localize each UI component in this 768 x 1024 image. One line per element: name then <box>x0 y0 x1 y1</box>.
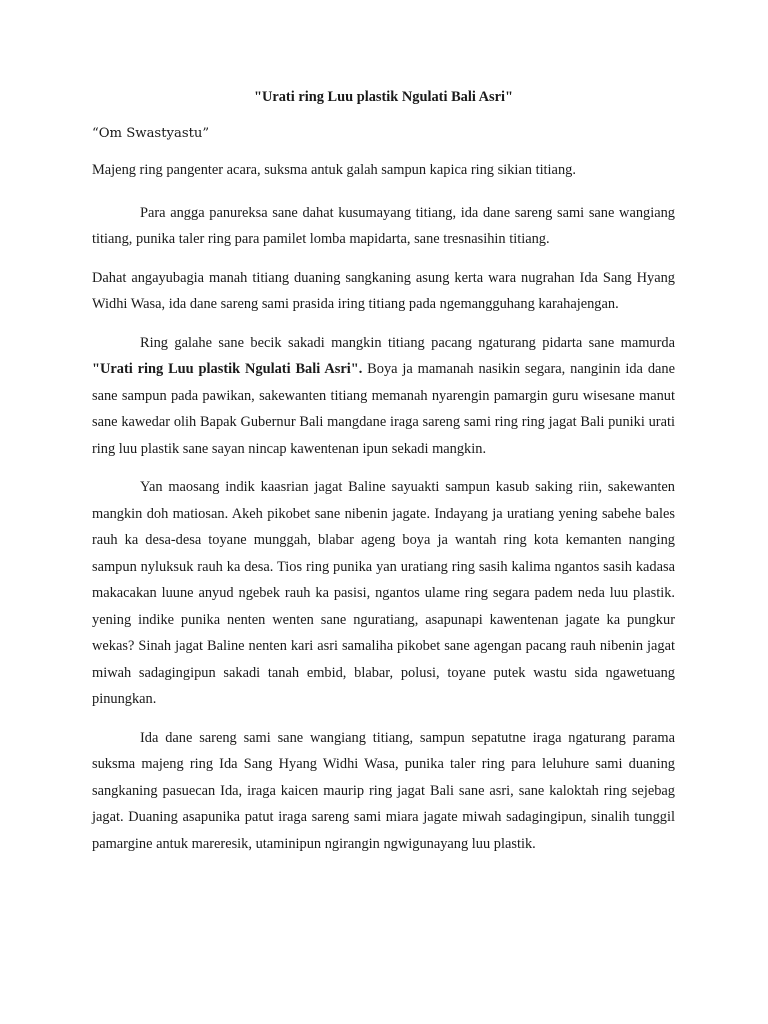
paragraph-4-intro: Ring galahe sane becik sakadi mangkin titiang pacang ngaturang pidarta sane mamurda <box>140 334 675 351</box>
paragraph-4-body: Boya ja mamanah nasikin segara, nanginin ida dane sane sampun pada pawikan, sakewanten titiang memanah nyarengin pamargin guru wisesane manut sane kawedar olih Bapak Gubernur Bali mangdane iraga sareng sami ring ring jagat Bali puniki urati ring luu plastik sane sayan nincap kawentenan ipun sekadi mangkin. <box>92 361 675 457</box>
paragraph-3: Dahat angayubagia manah titiang duaning sangkaning asung kerta wara nugrahan Ida Sang Hyang Widhi Wasa, ida dane sareng sami prasida iring titiang pada ngemangguhang karahajengan. <box>92 269 675 312</box>
paragraph-5: Yan maosang indik kaasrian jagat Baline sayuakti sampun kasub saking riin, sakewanten mangkin doh matiosan. Akeh pikobet sane nibenin jagate. Indayang ja uratiang yening sabehe bales rauh ka desa-desa toyane munggah, blabar ageng boya ja wantah ring kota kemanten nanging sampun nyluksuk rauh ka desa. Tios ring punika yan uratiang ring sasih kalima ngantos sasih kadasa makacakan luune anyud ngebek rauh ka pasisi, ngantos ulame ring segara padem neda luu plastik. yening indike punika nenten wenten sane nguratiang, asapunapi kawentenan jagate ka pungkur wekas? Sinah jagat Baline nenten kari asri samaliha pikobet sane agengan pacang rauh nibenin jagat miwah sadagingipun sakadi tanah embid, blabar, polusi, toyane putek wastu sida ngawetuang pinungkan. <box>92 479 675 707</box>
document-title: "Urati ring Luu plastik Ngulati Bali Asri" <box>253 89 514 105</box>
document-page <box>92 84 675 869</box>
paragraph-2: Para angga panureksa sane dahat kusumayang titiang, ida dane sareng sami sane wangiang titiang, punika taler ring para pamilet lomba mapidarta, sane tresnasihin titiang. <box>92 204 675 247</box>
paragraph-4-speech-title: "Urati ring Luu plastik Ngulati Bali Asri". <box>92 361 363 377</box>
paragraph-4 <box>92 330 675 463</box>
greeting: “Om Swastyastu” <box>92 125 210 141</box>
paragraph-6: Ida dane sareng sami sane wangiang titiang, sampun sepatutne iraga ngaturang parama suksma majeng ring Ida Sang Hyang Widhi Wasa, punika taler ring para leluhure sami duaning sangkaning pasuecan Ida, iraga kaicen maurip ring jagat Bali sane asri, sane kaloktah ring sejebag jagat. Duaning asapunika patut iraga sareng sami miara jagate miwah sadagingipun, sinalih tunggil pamargine antuk mareresik, utaminipun ngirangin ngwigunayang luu plastik. <box>92 729 675 852</box>
paragraph-1: Majeng ring pangenter acara, suksma antuk galah sampun kapica ring sikian titiang. <box>92 162 576 178</box>
